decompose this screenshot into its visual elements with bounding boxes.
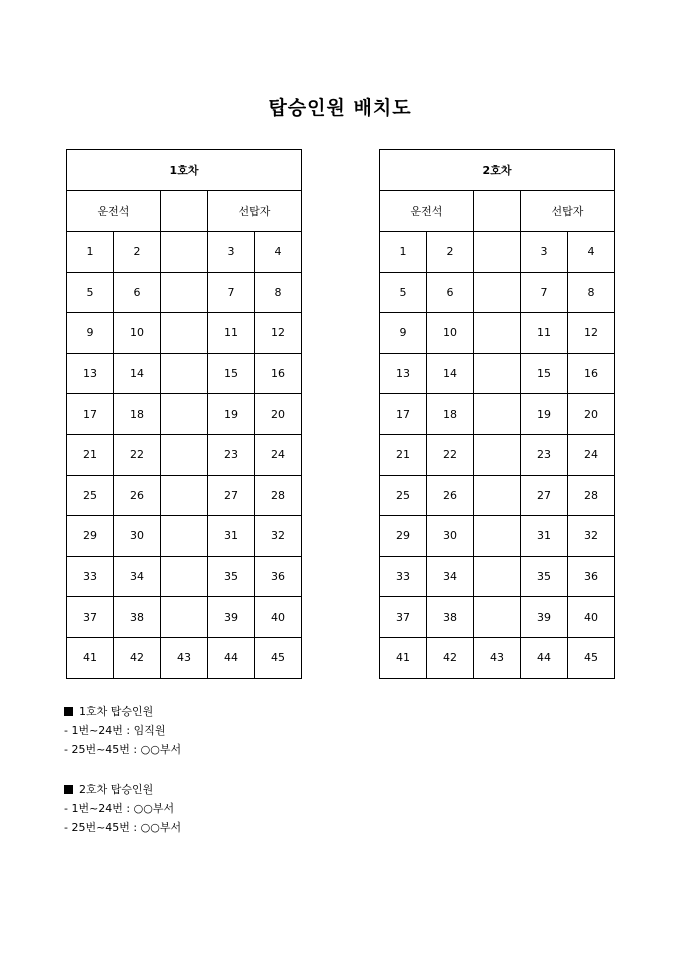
seat-cell: 11: [208, 313, 255, 354]
aisle-cell: [474, 556, 521, 597]
seat-cell: 19: [521, 394, 568, 435]
seat-cell: 6: [114, 272, 161, 313]
seat-cell: 41: [67, 637, 114, 678]
seat-cell: 13: [380, 353, 427, 394]
seat-cell: 30: [114, 516, 161, 557]
seat-cell: 14: [114, 353, 161, 394]
notes-line: - 1번~24번 : ○○부서: [64, 802, 175, 815]
seat-cell: 45: [255, 637, 302, 678]
notes-line: - 25번~45번 : ○○부서: [64, 821, 182, 834]
seat-cell: 20: [255, 394, 302, 435]
seat-row: [380, 353, 615, 394]
seat-row: [380, 232, 615, 273]
aisle-cell: [161, 556, 208, 597]
seat-row: [67, 597, 302, 638]
aisle-cell: [474, 516, 521, 557]
page-title: 탑승인원 배치도: [268, 97, 412, 119]
seat-cell: 31: [521, 516, 568, 557]
seat-cell: 1: [67, 232, 114, 273]
seat-cell: 22: [114, 434, 161, 475]
aisle-cell: [161, 232, 208, 273]
seat-cell: 5: [380, 272, 427, 313]
seat-cell: 1: [380, 232, 427, 273]
seat-cell: 28: [255, 475, 302, 516]
seat-cell: 9: [67, 313, 114, 354]
aisle-cell: [161, 434, 208, 475]
aisle-cell: [161, 353, 208, 394]
seat-cell: 16: [255, 353, 302, 394]
seat-cell: 33: [67, 556, 114, 597]
square-bullet-icon: [64, 785, 73, 794]
seat-row: [67, 637, 302, 678]
seat-cell: 36: [568, 556, 615, 597]
seat-cell: 23: [521, 434, 568, 475]
seat-cell: 26: [114, 475, 161, 516]
seat-row: [380, 475, 615, 516]
seat-cell: 2: [427, 232, 474, 273]
seat-cell: 10: [427, 313, 474, 354]
seat-cell: 20: [568, 394, 615, 435]
aisle-cell: [474, 232, 521, 273]
seat-cell: 27: [521, 475, 568, 516]
seat-cell: 9: [380, 313, 427, 354]
seat-cell: 38: [427, 597, 474, 638]
aisle-cell: [474, 272, 521, 313]
notes-heading: 1호차 탑승인원: [64, 702, 181, 721]
seat-cell: 27: [208, 475, 255, 516]
seat-cell: 25: [380, 475, 427, 516]
seat-cell: 34: [114, 556, 161, 597]
seat-row: [380, 272, 615, 313]
aisle-cell: [161, 394, 208, 435]
seat-cell: 18: [114, 394, 161, 435]
seat-cell: 3: [521, 232, 568, 273]
bus-2-notes: [64, 780, 181, 837]
seat-cell: 12: [568, 313, 615, 354]
seat-cell: 13: [67, 353, 114, 394]
seat-cell: 11: [521, 313, 568, 354]
seat-row: [67, 313, 302, 354]
seat-row: [67, 272, 302, 313]
seat-row: [380, 434, 615, 475]
seat-row: [67, 516, 302, 557]
seat-cell: 17: [67, 394, 114, 435]
seat-cell: 8: [568, 272, 615, 313]
aisle-cell: [161, 597, 208, 638]
seat-cell: 6: [427, 272, 474, 313]
seat-cell: 12: [255, 313, 302, 354]
seat-row: [67, 353, 302, 394]
seat-cell: 18: [427, 394, 474, 435]
bus-name: 1호차: [67, 150, 302, 191]
seat-cell: 8: [255, 272, 302, 313]
bus-2-seating-table: [379, 149, 615, 679]
seat-cell: 43: [161, 637, 208, 678]
seat-cell: 45: [568, 637, 615, 678]
notes-line: - 25번~45번 : ○○부서: [64, 743, 182, 756]
seat-cell: 39: [521, 597, 568, 638]
seat-cell: 43: [474, 637, 521, 678]
seat-cell: 21: [380, 434, 427, 475]
seat-cell: 36: [255, 556, 302, 597]
seat-cell: 37: [67, 597, 114, 638]
seat-cell: 42: [114, 637, 161, 678]
seat-row: [380, 516, 615, 557]
seat-cell: 19: [208, 394, 255, 435]
seat-cell: 38: [114, 597, 161, 638]
seat-cell: 34: [427, 556, 474, 597]
bus-1-seating-table: [66, 149, 302, 679]
seat-cell: 22: [427, 434, 474, 475]
seat-row: [380, 394, 615, 435]
seat-cell: 35: [521, 556, 568, 597]
seat-cell: 44: [208, 637, 255, 678]
seat-cell: 41: [380, 637, 427, 678]
seat-row: [67, 434, 302, 475]
seat-cell: 40: [568, 597, 615, 638]
seat-cell: 15: [521, 353, 568, 394]
seat-cell: 4: [255, 232, 302, 273]
seat-cell: 15: [208, 353, 255, 394]
seat-cell: 28: [568, 475, 615, 516]
seat-cell: 33: [380, 556, 427, 597]
seat-row: [380, 313, 615, 354]
seat-row: [67, 394, 302, 435]
seat-cell: 44: [521, 637, 568, 678]
aisle-cell: [161, 516, 208, 557]
seat-cell: 21: [67, 434, 114, 475]
seat-cell: 7: [208, 272, 255, 313]
seat-cell: 7: [521, 272, 568, 313]
seat-cell: 4: [568, 232, 615, 273]
seat-cell: 17: [380, 394, 427, 435]
seat-cell: 2: [114, 232, 161, 273]
seat-cell: 16: [568, 353, 615, 394]
seat-cell: 24: [255, 434, 302, 475]
seat-cell: 23: [208, 434, 255, 475]
aisle-cell: [474, 313, 521, 354]
bus-1-notes: [64, 702, 181, 759]
seat-cell: 29: [380, 516, 427, 557]
seat-row: [67, 232, 302, 273]
seat-cell: 5: [67, 272, 114, 313]
seat-cell: 32: [568, 516, 615, 557]
seat-cell: 39: [208, 597, 255, 638]
aisle-cell: [474, 394, 521, 435]
seat-cell: 30: [427, 516, 474, 557]
aisle-cell: [161, 272, 208, 313]
seat-cell: 26: [427, 475, 474, 516]
square-bullet-icon: [64, 707, 73, 716]
notes-heading: 2호차 탑승인원: [64, 780, 181, 799]
entrance-seat-label: 선탑자: [521, 191, 615, 232]
seat-cell: 14: [427, 353, 474, 394]
aisle-cell: [474, 353, 521, 394]
seat-cell: 40: [255, 597, 302, 638]
seat-cell: 35: [208, 556, 255, 597]
aisle-cell: [161, 313, 208, 354]
seat-row: [380, 637, 615, 678]
seat-row: [380, 597, 615, 638]
seat-row: [67, 475, 302, 516]
aisle-cell: [161, 191, 208, 232]
seat-cell: 10: [114, 313, 161, 354]
aisle-cell: [474, 434, 521, 475]
seat-row: [380, 556, 615, 597]
bus-name: 2호차: [380, 150, 615, 191]
entrance-seat-label: 선탑자: [208, 191, 302, 232]
aisle-cell: [474, 191, 521, 232]
seat-row: [67, 556, 302, 597]
aisle-cell: [474, 475, 521, 516]
seat-cell: 42: [427, 637, 474, 678]
aisle-cell: [161, 475, 208, 516]
seat-cell: 25: [67, 475, 114, 516]
driver-seat-label: 운전석: [67, 191, 161, 232]
seat-cell: 29: [67, 516, 114, 557]
driver-seat-label: 운전석: [380, 191, 474, 232]
seat-cell: 3: [208, 232, 255, 273]
seat-cell: 32: [255, 516, 302, 557]
seat-cell: 37: [380, 597, 427, 638]
notes-line: - 1번~24번 : 임직원: [64, 724, 166, 737]
aisle-cell: [474, 597, 521, 638]
seat-cell: 24: [568, 434, 615, 475]
seat-cell: 31: [208, 516, 255, 557]
